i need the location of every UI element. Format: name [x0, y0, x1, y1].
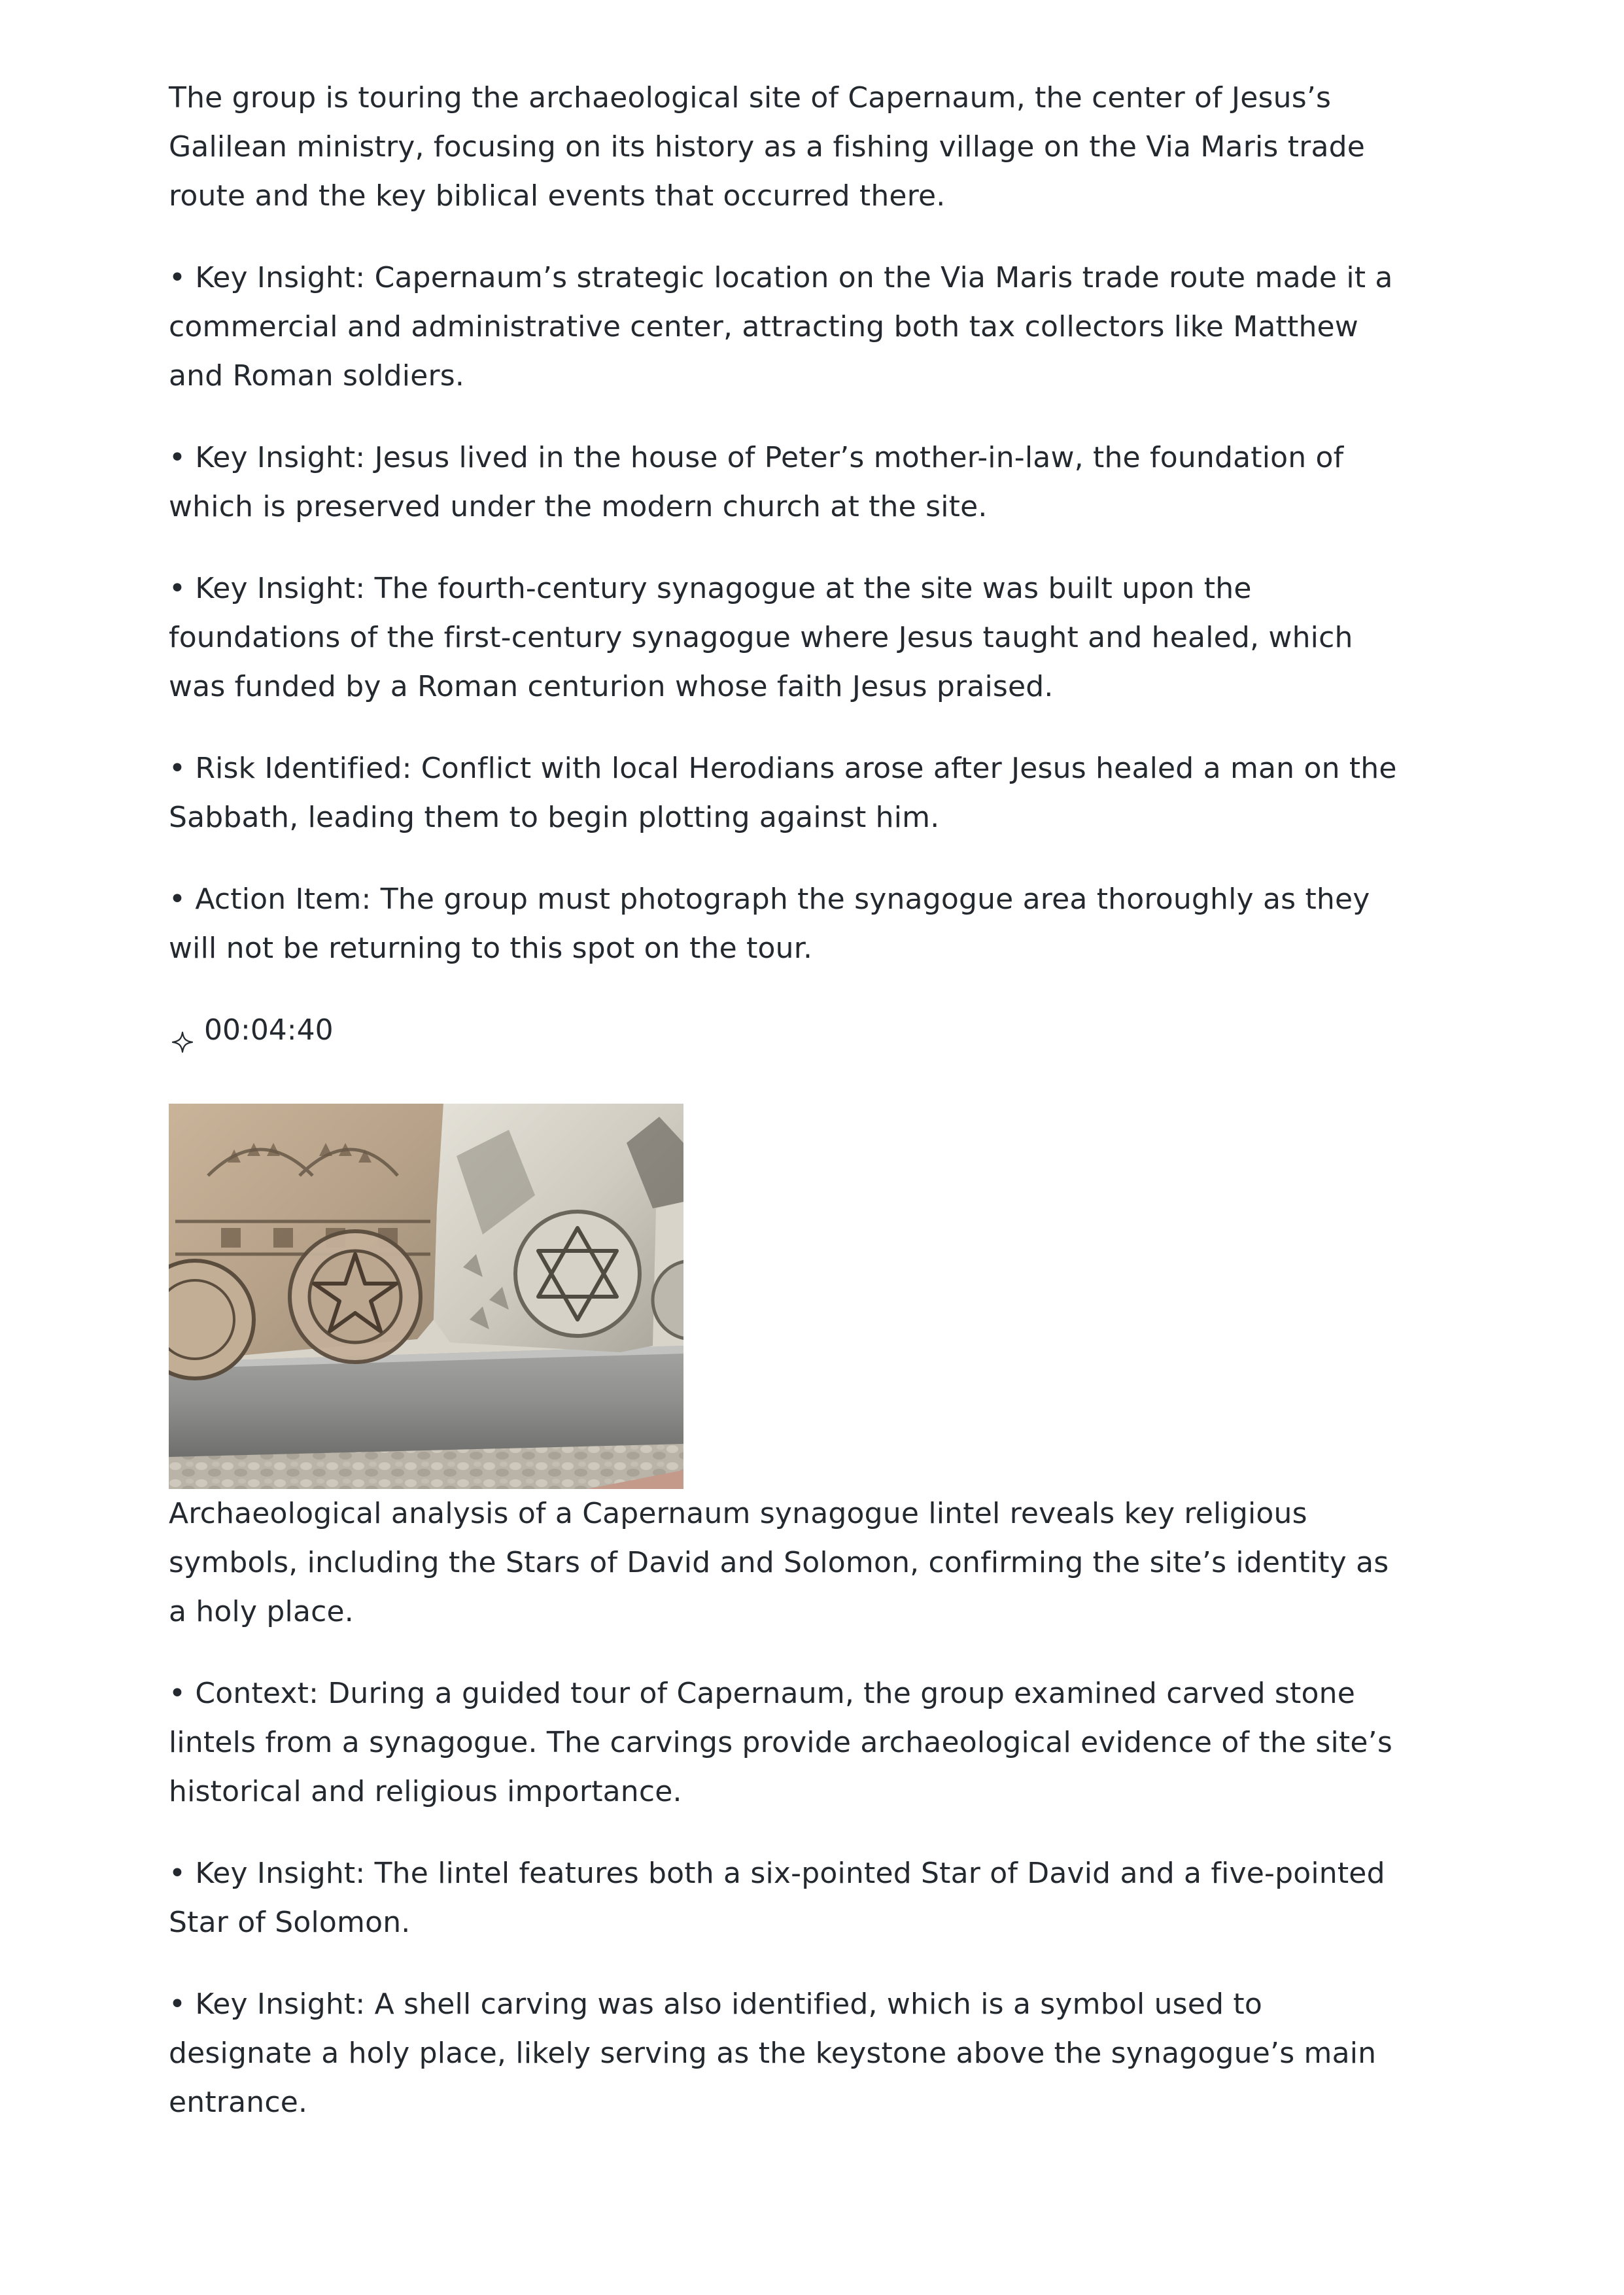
lintel-photo-illustration	[169, 1104, 683, 1489]
key-insight-paragraph	[169, 253, 1470, 400]
document-page	[169, 73, 1470, 2160]
text-line: route and the key biblical events that occurred there.	[169, 179, 946, 213]
key-insight-paragraph	[169, 433, 1470, 531]
lintel-photo	[169, 1104, 683, 1489]
sparkle-icon	[171, 1019, 194, 1042]
text-line: Sabbath, leading them to begin plotting against him.	[169, 801, 940, 834]
text-line: • Key Insight: Jesus lived in the house of Peter’s mother-in-law, the foundation of	[169, 441, 1344, 474]
text-line: • Key Insight: Capernaum’s strategic location on the Via Maris trade route made it a	[169, 261, 1393, 294]
text-line: lintels from a synagogue. The carvings provide archaeological evidence of the site’s	[169, 1726, 1392, 1759]
text-line: and Roman soldiers.	[169, 359, 465, 393]
text-line: Archaeological analysis of a Capernaum synagogue lintel reveals key religious	[169, 1497, 1307, 1530]
key-insight-paragraph	[169, 564, 1470, 711]
summary-paragraph	[169, 73, 1470, 220]
key-insight-paragraph	[169, 1849, 1470, 1947]
key-insight-paragraph	[169, 1980, 1470, 2127]
text-line: entrance.	[169, 2086, 308, 2119]
text-line: will not be returning to this spot on the tour.	[169, 932, 813, 965]
text-line: a holy place.	[169, 1595, 354, 1628]
photo-caption-paragraph	[169, 1489, 1470, 1636]
risk-paragraph	[169, 744, 1470, 842]
text-line: The group is touring the archaeological site of Capernaum, the center of Jesus’s	[169, 81, 1332, 114]
text-line: which is preserved under the modern church at the site.	[169, 490, 988, 523]
context-paragraph	[169, 1669, 1470, 1816]
text-line: • Key Insight: The fourth-century synagogue at the site was built upon the	[169, 572, 1252, 605]
text-line: was funded by a Roman centurion whose faith Jesus praised.	[169, 670, 1054, 703]
text-line: commercial and administrative center, attracting both tax collectors like Matthew	[169, 310, 1358, 343]
timestamp[interactable]	[169, 1006, 1470, 1055]
text-line: historical and religious importance.	[169, 1775, 682, 1808]
text-line: • Key Insight: The lintel features both a six-pointed Star of David and a five-pointed	[169, 1857, 1385, 1890]
text-line: symbols, including the Stars of David and Solomon, confirming the site’s identity as	[169, 1546, 1389, 1579]
text-line: • Key Insight: A shell carving was also identified, which is a symbol used to	[169, 1988, 1262, 2021]
text-line: • Context: During a guided tour of Capernaum, the group examined carved stone	[169, 1677, 1355, 1710]
text-line: • Action Item: The group must photograph the synagogue area thoroughly as they	[169, 883, 1370, 916]
timestamp-text: 00:04:40	[204, 1013, 334, 1047]
text-line: foundations of the first-century synagogue where Jesus taught and healed, which	[169, 621, 1353, 654]
text-line: • Risk Identified: Conflict with local Herodians arose after Jesus healed a man on the	[169, 752, 1397, 785]
text-line: Star of Solomon.	[169, 1906, 411, 1939]
text-line: designate a holy place, likely serving as the keystone above the synagogue’s main	[169, 2037, 1377, 2070]
action-item-paragraph	[169, 875, 1470, 973]
text-line: Galilean ministry, focusing on its history as a fishing village on the Via Maris trade	[169, 130, 1366, 164]
